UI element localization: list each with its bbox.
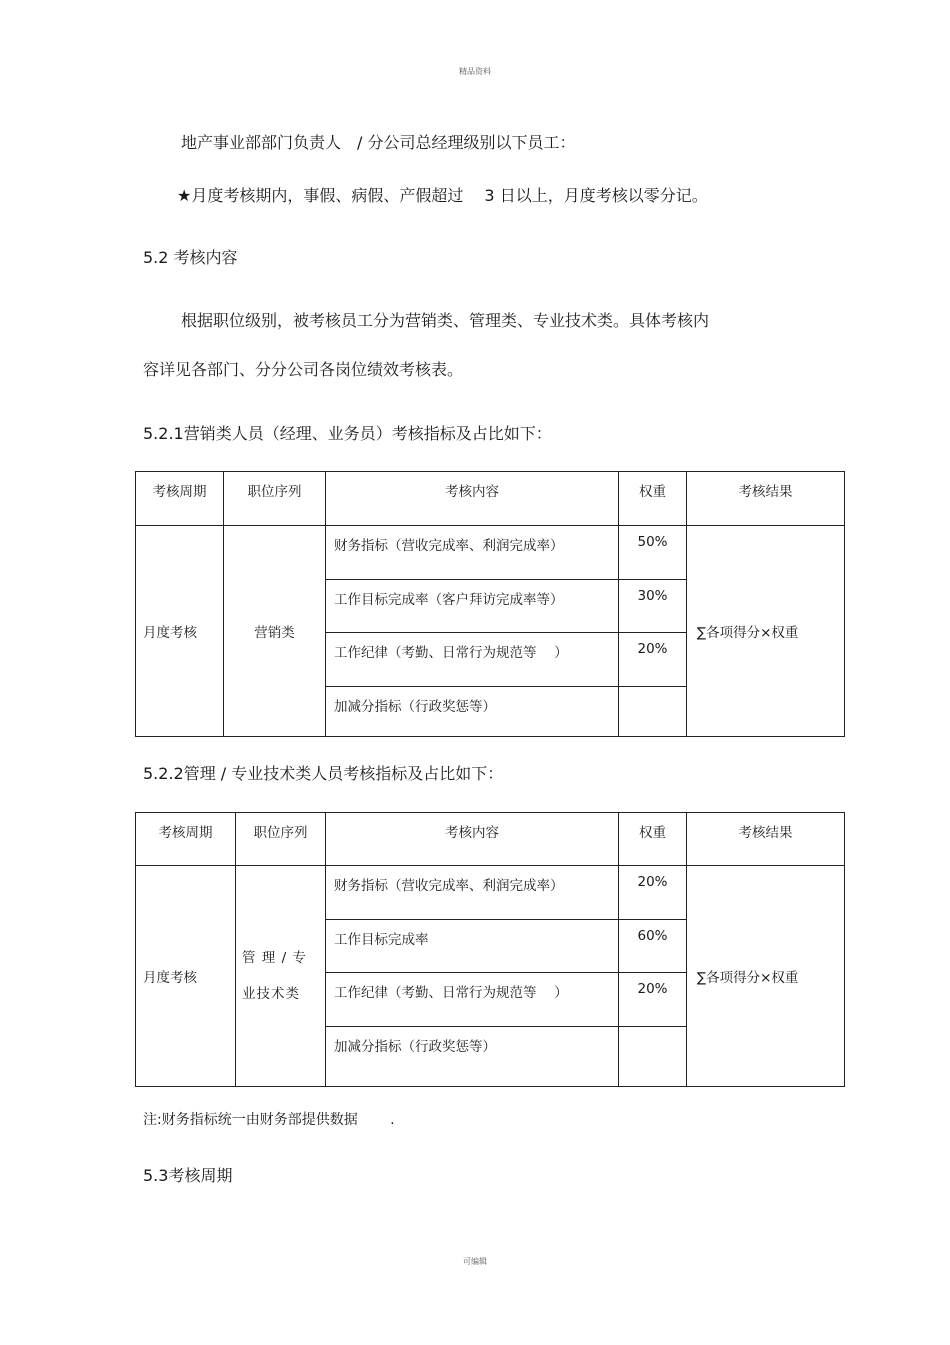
page-footer: 可编辑 [463,1257,487,1266]
table-row [136,866,845,920]
content-cell: 工作目标完成率 [326,920,619,973]
header-content: 考核内容 [326,813,619,866]
table-sales-kpi [135,471,845,737]
header-result: 考核结果 [687,813,845,866]
paragraph-scope: 地产事业部部门负责人 / 分公司总经理级别以下员工： [181,133,576,152]
period-cell: 月度考核 [136,866,236,1087]
section-heading-5-3: 5.3考核周期 [143,1166,233,1185]
table-header-row [136,472,845,526]
content-cell: 加减分指标（行政奖惩等） [326,1027,619,1087]
result-cell: ∑各项得分×权重 [687,866,845,1087]
header-content: 考核内容 [326,472,619,526]
table-management-kpi [135,812,845,1087]
header-weight: 权重 [619,813,687,866]
category-cell: 营销类 [224,526,326,737]
paragraph-leave-rule: ★月度考核期内，事假、病假、产假超过 3 日以上，月度考核以零分记。 [177,186,708,205]
period-cell: 月度考核 [136,526,224,737]
content-cell: 加减分指标（行政奖惩等） [326,687,619,737]
weight-cell: 60% [619,920,687,973]
section-heading-5-2-1: 5.2.1营销类人员（经理、业务员）考核指标及占比如下： [143,424,552,443]
table-note: 注:财务指标统一由财务部提供数据 . [143,1112,395,1128]
paragraph-categories-line2: 容详见各部门、分分公司各岗位绩效考核表。 [143,360,464,379]
header-position: 职位序列 [236,813,326,866]
content-cell: 财务指标（营收完成率、利润完成率） [326,526,619,580]
content-cell: 工作纪律（考勤、日常行为规范等 ） [326,973,619,1027]
weight-cell: 20% [619,866,687,920]
content-cell: 工作纪律（考勤、日常行为规范等 ） [326,633,619,687]
section-heading-5-2-2: 5.2.2管理 / 专业技术类人员考核指标及占比如下： [143,764,504,783]
table-row [136,526,845,580]
header-position: 职位序列 [224,472,326,526]
header-period: 考核周期 [136,472,224,526]
table-header-row [136,813,845,866]
content-cell: 财务指标（营收完成率、利润完成率） [326,866,619,920]
weight-cell: 20% [619,973,687,1027]
page-header: 精品资料 [459,67,491,76]
paragraph-categories-line1: 根据职位级别，被考核员工分为营销类、管理类、专业技术类。具体考核内 [181,311,710,330]
header-weight: 权重 [619,472,687,526]
header-result: 考核结果 [687,472,845,526]
weight-cell [619,1027,687,1087]
weight-cell: 20% [619,633,687,687]
section-heading-5-2: 5.2 考核内容 [143,248,238,267]
result-cell: ∑各项得分×权重 [687,526,845,737]
weight-cell: 30% [619,580,687,633]
weight-cell: 50% [619,526,687,580]
category-cell: 管 理 / 专 业技术类 [236,866,326,1087]
content-cell: 工作目标完成率（客户拜访完成率等） [326,580,619,633]
header-period: 考核周期 [136,813,236,866]
weight-cell [619,687,687,737]
